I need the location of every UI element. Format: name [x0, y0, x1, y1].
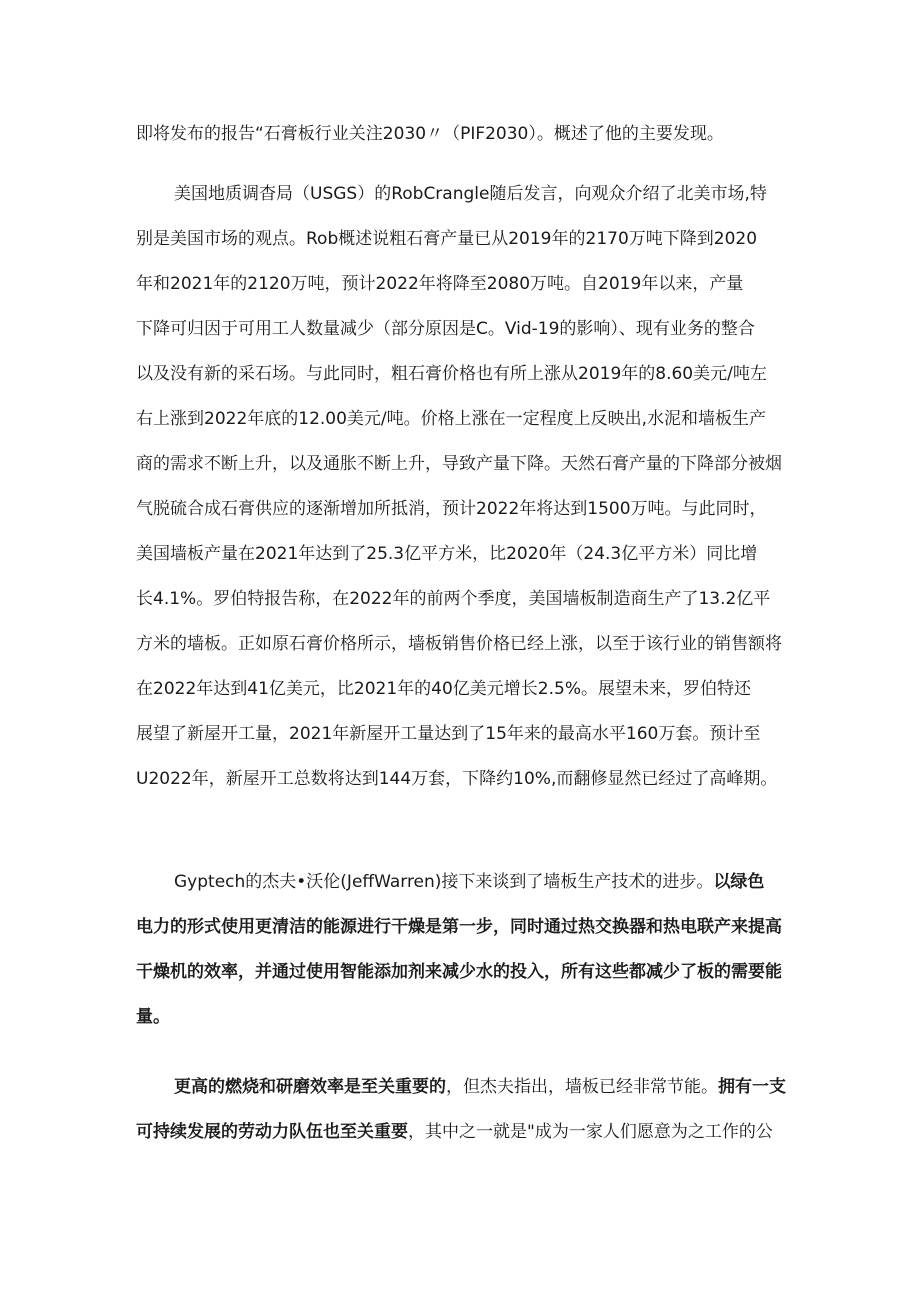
- text-segment: 美国墙板产量在2021年达到了25.3亿平方米，比2020年（24.3亿平方米）同比增: [136, 544, 758, 564]
- text-segment-bold: 电力的形式使用更清洁的能源进行干燥是第一步，同时通过热交换器和热电联产来提高: [136, 917, 782, 937]
- text-line: [136, 487, 786, 532]
- paragraph-gyptech: [136, 860, 786, 1040]
- text-line: [136, 905, 786, 950]
- text-line: [136, 1110, 786, 1155]
- text-segment: 右上涨到2022年底的12.00美元/吨。价格上涨在一定程度上反映出,水泥和墙板生产: [136, 409, 767, 429]
- paragraph-efficiency: [136, 1065, 786, 1155]
- text-segment: 气脱硫合成石膏供应的逐渐增加所抵消，预计2022年将达到1500万吨。与此同时，: [136, 499, 767, 519]
- text-line: [136, 577, 786, 622]
- text-segment: 长4.1%。罗伯特报告称，在2022年的前两个季度，美国墙板制造商生产了13.2亿平: [136, 589, 771, 609]
- text-segment: ，但杰夫指出，墙板已经非常节能。: [446, 1077, 718, 1097]
- text-segment: 方米的墙板。正如原石膏价格所示，墙板销售价格已经上涨，以至于该行业的销售额将: [136, 634, 782, 654]
- text-segment-bold: 拥有一支: [718, 1077, 786, 1097]
- paragraph-usgs-market: [136, 172, 786, 802]
- text-line: [136, 397, 786, 442]
- text-segment: 别是美国市场的观点。Rob概述说粗石膏产量已从2019年的2170万吨下降到2020: [136, 229, 758, 249]
- text-line: [136, 860, 786, 905]
- text-line: [136, 1065, 786, 1110]
- text-line: [136, 532, 786, 577]
- text-segment: ，其中之一就是"成为一家人们愿意为之工作的公: [408, 1122, 773, 1142]
- text-line: [136, 172, 786, 217]
- text-line: [136, 217, 786, 262]
- text-line: [136, 667, 786, 712]
- text-segment: 美国地质调杳局（USGS）的RobCrangle随后发言，向观众介绍了北美市场,特: [174, 184, 767, 204]
- text-line: [136, 307, 786, 352]
- text-line: [136, 262, 786, 307]
- paragraph-report-intro: [136, 112, 786, 157]
- text-line: [136, 757, 786, 802]
- text-line: [136, 622, 786, 667]
- text-segment-bold: 量。: [136, 1007, 170, 1027]
- text-segment: Gyptech的杰夫•沃伦(JeffWarren)接下来谈到了墙板生产技术的进步。: [174, 872, 714, 892]
- text-segment-bold: 干燥机的效率，并通过使用智能添加剂来减少水的投入，所有这些都减少了板的需要能: [136, 962, 782, 982]
- text-segment: 以及没有新的采石场。与此同时，粗石膏价格也有所上涨从2019年的8.60美元/吨左: [136, 364, 767, 384]
- text-line: [136, 995, 786, 1040]
- text-line: [136, 442, 786, 487]
- text-line: [136, 712, 786, 757]
- text-segment: 年和2021年的2120万吨，预计2022年将降至2080万吨。自2019年以来，产量: [136, 274, 744, 294]
- text-segment-bold: 以绿色: [713, 872, 765, 892]
- text-line: [136, 950, 786, 995]
- text-segment: 下降可归因于可用工人数量减少（部分原因是C。Vid-19的影响）、现有业务的整合: [136, 319, 755, 339]
- text-segment: 在2022年达到41亿美元，比2021年的40亿美元增长2.5%。展望未来，罗伯特还: [136, 679, 751, 699]
- text-segment-bold: 可持续发展的劳动力队伍也至关重要: [136, 1122, 408, 1142]
- text-segment: U2022年，新屋开工总数将达到144万套，下降约10%,而翻修显然已经过了高峰期。: [136, 769, 778, 789]
- text-line: [136, 112, 786, 157]
- text-segment: 商的需求不断上升，以及通胀不断上升，导致产量下降。天然石膏产量的下降部分被烟: [136, 454, 782, 474]
- text-line: [136, 352, 786, 397]
- text-segment-bold: 更高的燃烧和研磨效率是至关重要的: [174, 1077, 446, 1097]
- text-segment: 展望了新屋开工量，2021年新屋开工量达到了15年来的最高水平160万套。预计至: [136, 724, 761, 744]
- text-segment: 即将发布的报告“石膏板行业关注2030〃（PIF2030）。概述了他的主要发现。: [136, 124, 724, 144]
